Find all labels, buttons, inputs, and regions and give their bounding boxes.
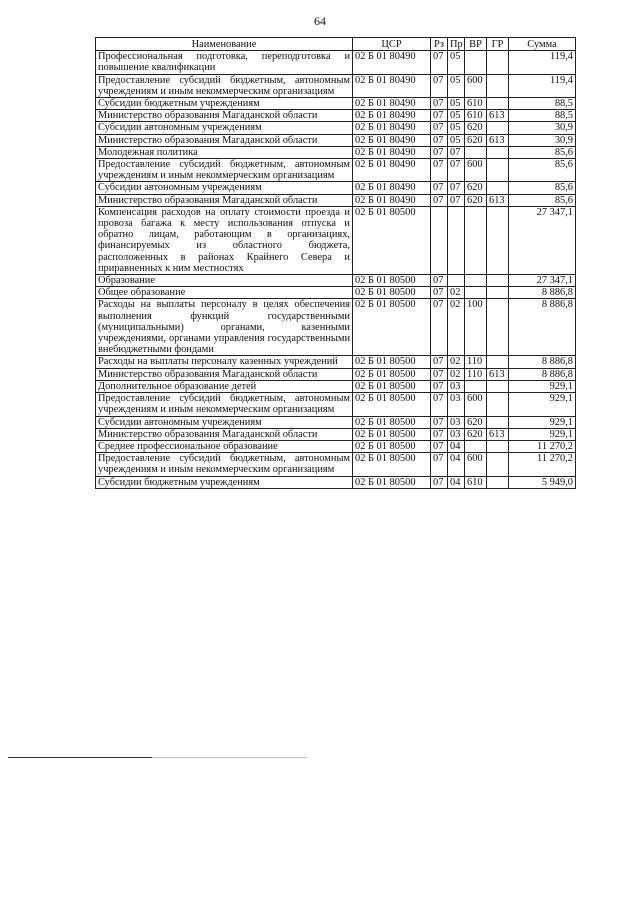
cell-name: Субсидии автономным учреждениям bbox=[96, 416, 353, 428]
table-row bbox=[96, 476, 576, 488]
cell-code: 02 Б 01 80500 bbox=[353, 206, 431, 274]
cell-pr: 05 bbox=[448, 74, 465, 97]
cell-code: 02 Б 01 80500 bbox=[353, 416, 431, 428]
cell-name: Предоставление субсидий бюджетным, автономным учреждениям и иным некоммерческим организациям bbox=[96, 159, 353, 182]
cell-name: Министерство образования Магаданской области bbox=[96, 194, 353, 206]
table-row bbox=[96, 206, 576, 274]
cell-vr: 610 bbox=[465, 98, 487, 110]
cell-vr: 110 bbox=[465, 368, 487, 380]
cell-name: Предоставление субсидий бюджетным, автономным учреждениям и иным некоммерческим организациям bbox=[96, 453, 353, 476]
cell-rz: 07 bbox=[431, 146, 448, 158]
cell-pr bbox=[448, 206, 465, 274]
cell-pr: 02 bbox=[448, 368, 465, 380]
table-row bbox=[96, 134, 576, 146]
table-row bbox=[96, 110, 576, 122]
table-row bbox=[96, 194, 576, 206]
cell-gr bbox=[487, 146, 509, 158]
cell-name: Профессиональная подготовка, переподготовка и повышение квалификации bbox=[96, 51, 353, 74]
cell-code: 02 Б 01 80500 bbox=[353, 299, 431, 356]
cell-rz: 07 bbox=[431, 182, 448, 194]
cell-pr: 03 bbox=[448, 380, 465, 392]
table-row bbox=[96, 122, 576, 134]
cell-rz: 07 bbox=[431, 122, 448, 134]
cell-pr: 05 bbox=[448, 110, 465, 122]
cell-gr bbox=[487, 98, 509, 110]
cell-pr: 07 bbox=[448, 182, 465, 194]
cell-rz: 07 bbox=[431, 287, 448, 299]
cell-gr bbox=[487, 287, 509, 299]
cell-sum: 11 270,2 bbox=[509, 453, 576, 476]
cell-name: Субсидии бюджетным учреждениям bbox=[96, 98, 353, 110]
cell-name: Расходы на выплаты персоналу в целях обеспечения выполнения функций государственными (муниципальными) органами, казенными учреждениями, органами управления государственными внебюджетными фондами bbox=[96, 299, 353, 356]
cell-rz: 07 bbox=[431, 110, 448, 122]
cell-gr bbox=[487, 476, 509, 488]
cell-sum: 119,4 bbox=[509, 51, 576, 74]
cell-rz bbox=[431, 206, 448, 274]
cell-vr: 610 bbox=[465, 476, 487, 488]
cell-name: Предоставление субсидий бюджетным, автономным учреждениям и иным некоммерческим организациям bbox=[96, 74, 353, 97]
cell-vr bbox=[465, 146, 487, 158]
cell-code: 02 Б 01 80500 bbox=[353, 287, 431, 299]
cell-rz: 07 bbox=[431, 194, 448, 206]
cell-name: Субсидии автономным учреждениям bbox=[96, 182, 353, 194]
cell-sum: 30,9 bbox=[509, 122, 576, 134]
cell-gr bbox=[487, 299, 509, 356]
header-rz: Рз bbox=[431, 38, 448, 51]
cell-code: 02 Б 01 80500 bbox=[353, 476, 431, 488]
cell-code: 02 Б 01 80490 bbox=[353, 159, 431, 182]
cell-sum: 8 886,8 bbox=[509, 368, 576, 380]
cell-pr: 07 bbox=[448, 194, 465, 206]
cell-sum: 929,1 bbox=[509, 416, 576, 428]
header-sum: Сумма bbox=[509, 38, 576, 51]
cell-pr bbox=[448, 275, 465, 287]
table-row bbox=[96, 428, 576, 440]
cell-name: Субсидии автономным учреждениям bbox=[96, 122, 353, 134]
cell-pr: 02 bbox=[448, 299, 465, 356]
cell-sum: 85,6 bbox=[509, 159, 576, 182]
cell-sum: 85,6 bbox=[509, 194, 576, 206]
cell-gr bbox=[487, 159, 509, 182]
cell-pr: 02 bbox=[448, 287, 465, 299]
table-row bbox=[96, 368, 576, 380]
budget-table bbox=[95, 37, 576, 489]
cell-name: Среднее профессиональное образование bbox=[96, 440, 353, 452]
table-row bbox=[96, 356, 576, 368]
cell-vr bbox=[465, 287, 487, 299]
cell-rz: 07 bbox=[431, 428, 448, 440]
cell-code: 02 Б 01 80490 bbox=[353, 98, 431, 110]
cell-sum: 8 886,8 bbox=[509, 299, 576, 356]
cell-gr: 613 bbox=[487, 428, 509, 440]
cell-code: 02 Б 01 80500 bbox=[353, 428, 431, 440]
cell-pr: 04 bbox=[448, 476, 465, 488]
cell-vr: 100 bbox=[465, 299, 487, 356]
cell-name: Субсидии бюджетным учреждениям bbox=[96, 476, 353, 488]
table-row bbox=[96, 182, 576, 194]
cell-code: 02 Б 01 80500 bbox=[353, 440, 431, 452]
table-row bbox=[96, 440, 576, 452]
cell-name: Расходы на выплаты персоналу казенных учреждений bbox=[96, 356, 353, 368]
table-row bbox=[96, 275, 576, 287]
cell-pr: 03 bbox=[448, 428, 465, 440]
table-row bbox=[96, 98, 576, 110]
cell-gr bbox=[487, 206, 509, 274]
cell-gr: 613 bbox=[487, 194, 509, 206]
cell-name: Общее образование bbox=[96, 287, 353, 299]
cell-vr: 620 bbox=[465, 134, 487, 146]
cell-pr: 03 bbox=[448, 393, 465, 416]
cell-name: Дополнительное образование детей bbox=[96, 380, 353, 392]
cell-sum: 8 886,8 bbox=[509, 287, 576, 299]
cell-sum: 88,5 bbox=[509, 110, 576, 122]
cell-rz: 07 bbox=[431, 453, 448, 476]
table-row bbox=[96, 453, 576, 476]
cell-gr bbox=[487, 380, 509, 392]
cell-sum: 30,9 bbox=[509, 134, 576, 146]
cell-gr: 613 bbox=[487, 110, 509, 122]
cell-pr: 04 bbox=[448, 440, 465, 452]
footnote-rule-faint bbox=[152, 757, 307, 758]
cell-sum: 8 886,8 bbox=[509, 356, 576, 368]
cell-pr: 07 bbox=[448, 146, 465, 158]
cell-gr bbox=[487, 122, 509, 134]
cell-sum: 929,1 bbox=[509, 393, 576, 416]
cell-vr bbox=[465, 51, 487, 74]
cell-code: 02 Б 01 80500 bbox=[353, 368, 431, 380]
cell-sum: 85,6 bbox=[509, 146, 576, 158]
cell-gr bbox=[487, 182, 509, 194]
footnote-rule bbox=[8, 757, 152, 758]
cell-vr: 600 bbox=[465, 159, 487, 182]
cell-rz: 07 bbox=[431, 368, 448, 380]
table-row bbox=[96, 51, 576, 74]
cell-rz: 07 bbox=[431, 51, 448, 74]
cell-sum: 27 347,1 bbox=[509, 275, 576, 287]
cell-vr: 600 bbox=[465, 74, 487, 97]
cell-gr bbox=[487, 416, 509, 428]
cell-name: Министерство образования Магаданской области bbox=[96, 428, 353, 440]
cell-vr: 620 bbox=[465, 182, 487, 194]
cell-rz: 07 bbox=[431, 356, 448, 368]
cell-sum: 5 949,0 bbox=[509, 476, 576, 488]
cell-vr: 110 bbox=[465, 356, 487, 368]
cell-sum: 11 270,2 bbox=[509, 440, 576, 452]
cell-gr bbox=[487, 453, 509, 476]
cell-pr: 04 bbox=[448, 453, 465, 476]
cell-gr bbox=[487, 51, 509, 74]
cell-gr bbox=[487, 74, 509, 97]
page-number: 64 bbox=[314, 14, 326, 28]
header-vr: ВР bbox=[465, 38, 487, 51]
cell-rz: 07 bbox=[431, 380, 448, 392]
cell-vr: 600 bbox=[465, 453, 487, 476]
table-row bbox=[96, 299, 576, 356]
cell-gr: 613 bbox=[487, 368, 509, 380]
header-gr: ГР bbox=[487, 38, 509, 51]
cell-vr: 600 bbox=[465, 393, 487, 416]
cell-gr bbox=[487, 393, 509, 416]
cell-sum: 119,4 bbox=[509, 74, 576, 97]
table-row bbox=[96, 159, 576, 182]
cell-code: 02 Б 01 80500 bbox=[353, 356, 431, 368]
cell-code: 02 Б 01 80490 bbox=[353, 51, 431, 74]
cell-code: 02 Б 01 80490 bbox=[353, 134, 431, 146]
cell-vr: 610 bbox=[465, 110, 487, 122]
cell-vr bbox=[465, 206, 487, 274]
cell-code: 02 Б 01 80490 bbox=[353, 122, 431, 134]
cell-rz: 07 bbox=[431, 74, 448, 97]
cell-name: Министерство образования Магаданской области bbox=[96, 368, 353, 380]
cell-sum: 929,1 bbox=[509, 380, 576, 392]
cell-vr: 620 bbox=[465, 122, 487, 134]
cell-rz: 07 bbox=[431, 440, 448, 452]
cell-vr bbox=[465, 275, 487, 287]
cell-vr: 620 bbox=[465, 416, 487, 428]
cell-name: Образование bbox=[96, 275, 353, 287]
cell-pr: 02 bbox=[448, 356, 465, 368]
cell-code: 02 Б 01 80490 bbox=[353, 146, 431, 158]
table-row bbox=[96, 393, 576, 416]
cell-rz: 07 bbox=[431, 393, 448, 416]
cell-name: Министерство образования Магаданской области bbox=[96, 110, 353, 122]
cell-rz: 07 bbox=[431, 159, 448, 182]
header-name: Наименование bbox=[96, 38, 353, 51]
cell-gr: 613 bbox=[487, 134, 509, 146]
cell-pr: 03 bbox=[448, 416, 465, 428]
cell-code: 02 Б 01 80500 bbox=[353, 453, 431, 476]
header-row bbox=[96, 38, 576, 51]
cell-code: 02 Б 01 80490 bbox=[353, 194, 431, 206]
cell-sum: 88,5 bbox=[509, 98, 576, 110]
cell-rz: 07 bbox=[431, 476, 448, 488]
cell-rz: 07 bbox=[431, 134, 448, 146]
cell-name: Предоставление субсидий бюджетным, автономным учреждениям и иным некоммерческим организациям bbox=[96, 393, 353, 416]
cell-name: Министерство образования Магаданской области bbox=[96, 134, 353, 146]
cell-rz: 07 bbox=[431, 98, 448, 110]
cell-rz: 07 bbox=[431, 416, 448, 428]
cell-code: 02 Б 01 80490 bbox=[353, 110, 431, 122]
table-row bbox=[96, 416, 576, 428]
table-row bbox=[96, 74, 576, 97]
cell-code: 02 Б 01 80500 bbox=[353, 393, 431, 416]
cell-pr: 07 bbox=[448, 159, 465, 182]
cell-vr: 620 bbox=[465, 194, 487, 206]
cell-pr: 05 bbox=[448, 98, 465, 110]
cell-code: 02 Б 01 80490 bbox=[353, 182, 431, 194]
cell-vr bbox=[465, 380, 487, 392]
cell-gr bbox=[487, 356, 509, 368]
cell-vr: 620 bbox=[465, 428, 487, 440]
cell-code: 02 Б 01 80500 bbox=[353, 275, 431, 287]
header-code: ЦСР bbox=[353, 38, 431, 51]
cell-code: 02 Б 01 80500 bbox=[353, 380, 431, 392]
cell-rz: 07 bbox=[431, 275, 448, 287]
cell-pr: 05 bbox=[448, 134, 465, 146]
cell-sum: 27 347,1 bbox=[509, 206, 576, 274]
table-row bbox=[96, 146, 576, 158]
cell-gr bbox=[487, 275, 509, 287]
cell-name: Молодежная политика bbox=[96, 146, 353, 158]
cell-pr: 05 bbox=[448, 122, 465, 134]
cell-sum: 929,1 bbox=[509, 428, 576, 440]
table-row bbox=[96, 380, 576, 392]
cell-pr: 05 bbox=[448, 51, 465, 74]
table-row bbox=[96, 287, 576, 299]
cell-name: Компенсация расходов на оплату стоимости проезда и провоза багажа к месту использования отпуска и обратно лицам, работающим в организациях, финансируемых из областного бюджета, расположенных в районах Крайнего Севера и приравненных к ним местностях bbox=[96, 206, 353, 274]
cell-code: 02 Б 01 80490 bbox=[353, 74, 431, 97]
cell-gr bbox=[487, 440, 509, 452]
cell-sum: 85,6 bbox=[509, 182, 576, 194]
header-pr: Пр bbox=[448, 38, 465, 51]
cell-rz: 07 bbox=[431, 299, 448, 356]
cell-vr bbox=[465, 440, 487, 452]
